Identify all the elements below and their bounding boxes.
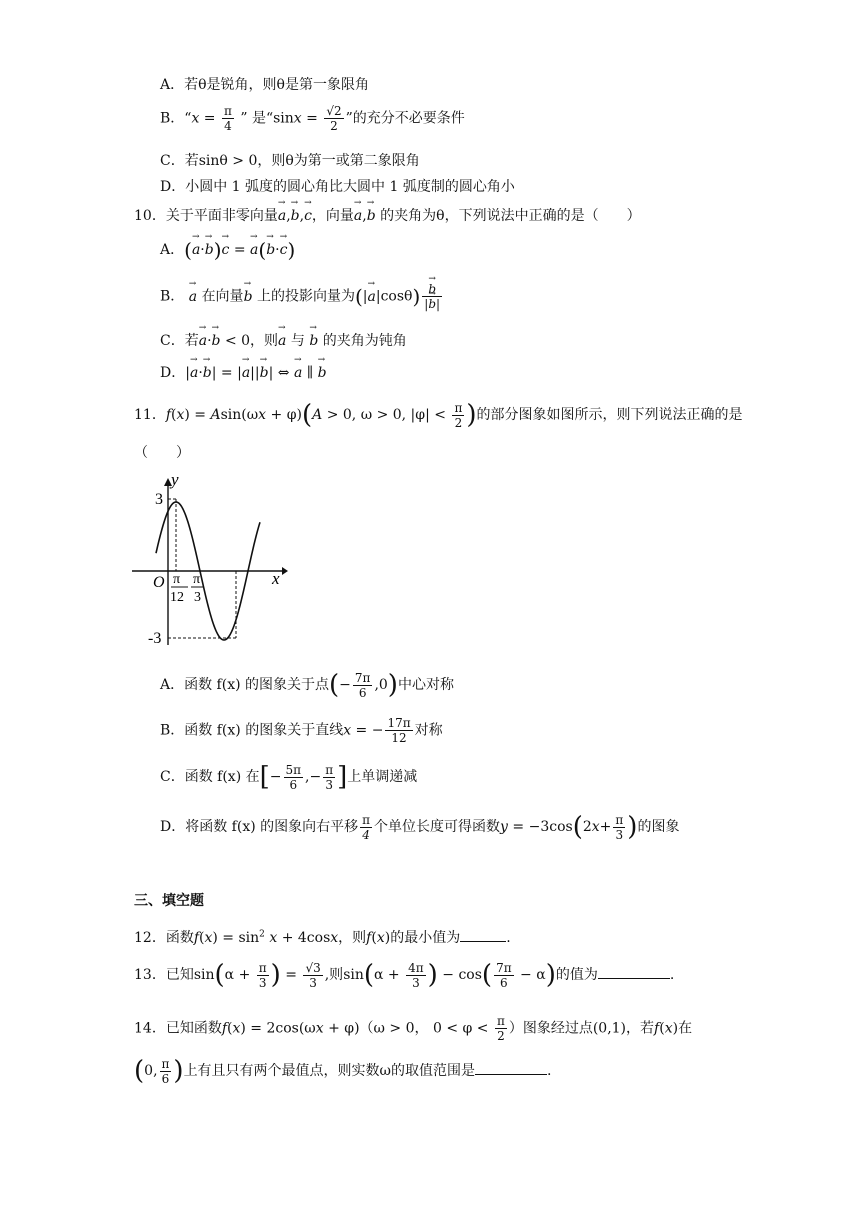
q11-option-c: C．函数 f(x) 在[− $\frac{5\pi}{6}$ ,− $\frac{\pi}{3}$ ]上单调递减 [160, 762, 418, 792]
q14-line2: (0, $\frac{\pi}{6}$ )上有且只有两个最值点，则实数ω的取值范围是 . [134, 1056, 552, 1086]
y-max-label: 3 [155, 491, 163, 508]
sine-graph [128, 470, 298, 650]
tick2-den: 3 [194, 590, 201, 605]
q11-paren: （ ） [134, 445, 190, 461]
q9-option-d: D．小圆中 1 弧度的圆心角比大圆中 1 弧度制的圆心角小 [160, 179, 515, 195]
q9-option-c: C．若sinθ > 0，则θ为第一或第二象限角 [160, 153, 420, 169]
tick2-num: π [193, 572, 201, 587]
origin-label: O [153, 574, 165, 591]
q11-option-d: D．将函数 f(x) 的图象向右平移 $\frac{\pi}{4}$ 个单位长度可得函数y = −3cos(2x+ $\frac{\pi}{3}$ )的图象 [160, 812, 680, 842]
tick1-den: 12 [170, 590, 184, 605]
q10-option-d: D．|→ a·→ b| = |→ a||→ b| ⇔ → a ∥ → b [160, 362, 327, 382]
q12: 12．函数$f(x) = \sin^2 x + 4\cos x$，则f(x)的最小值为 . [134, 929, 511, 946]
q11-option-a: A．函数 f(x) 的图象关于点(− $\frac{7\pi}{6}$ ,0)中心对称 [160, 670, 454, 700]
x-axis-arrow [282, 567, 288, 575]
q14-line1: 14．已知函数f(x) = 2cos(ωx + φ)（ω > 0， 0 < φ < $\frac{\pi}{2}$ ）图象经过点(0,1)，若f(x)在 [134, 1014, 693, 1043]
x-axis-label: x [272, 569, 280, 588]
q13: 13．已知sin(α + $\frac{\pi}{3}$ ) = $\frac{√3}{3}$ ,则sin(α + $\frac{4\pi}{3}$ ) − cos( $\frac{7\pi}{6}$ − α)的值为 . [134, 960, 675, 990]
q10-option-a: A．(→ a·→ b)→ c = → a(→ b·→ c) [160, 238, 295, 262]
tick1-num: π [173, 572, 181, 587]
y-axis-label: y [171, 470, 179, 489]
q10-option-c: C．若→ a·→ b < 0，则→ a 与 → b 的夹角为钝角 [160, 330, 407, 350]
section-title: 三、填空题 [134, 893, 204, 909]
q9-option-b: B．“x = $\frac{\pi}{4}$ ” 是“sinx = $\frac{√2}{2}$ ”的充分不必要条件 [160, 104, 465, 133]
q11-option-b: B．函数 f(x) 的图象关于直线x = − $\frac{17\pi}{12}$ 对称 [160, 716, 443, 745]
y-min-label: -3 [148, 630, 162, 647]
q10-option-b: B． → a 在向量→ b 上的投影向量为(|→ a|cosθ) → $\frac{b}{|\to b|}$ [160, 282, 444, 311]
q10-stem: 10．关于平面非零向量→ a,→ b,→ c，向量→ a,→ b 的夹角为θ，下列说法中正确的是（ ） [134, 205, 641, 225]
q9-option-a: A．若θ是锐角，则θ是第一象限角 [160, 77, 369, 93]
q11-stem: 11．f(x) = Asin(ωx + φ)(A > 0, ω > 0, |φ| < $\frac{\pi}{2}$ )的部分图象如图所示，则下列说法正确的是 [134, 400, 743, 430]
